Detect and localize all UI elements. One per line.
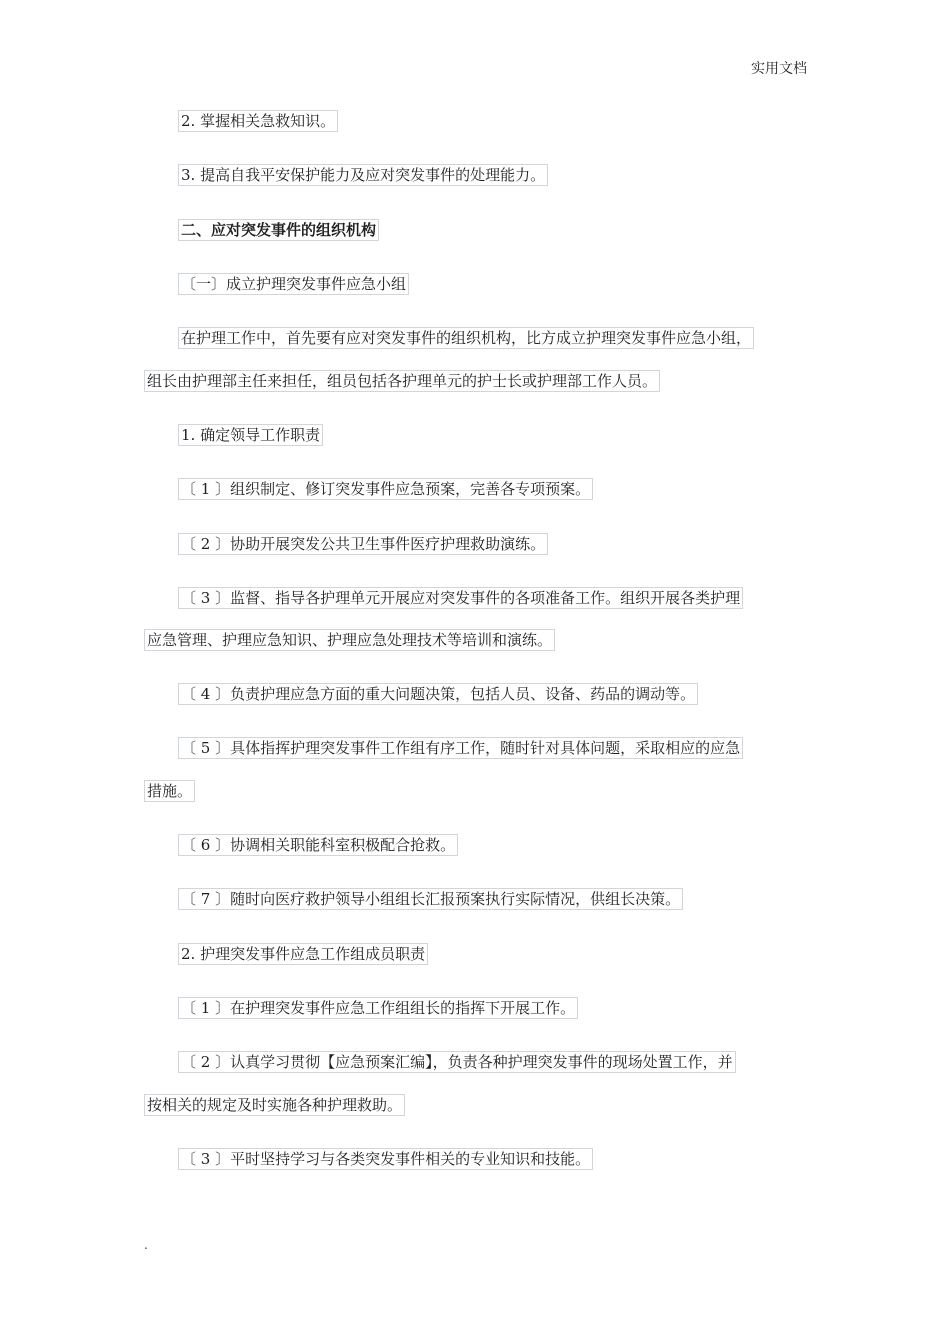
paragraph-line: 在护理工作中，首先要有应对突发事件的组织机构，比方成立护理突发事件应急小组， [178, 327, 754, 349]
list-item: 〔 6 〕协调相关职能科室积极配合抢救。 [178, 834, 458, 856]
paragraph-line: 3. 提高自我平安保护能力及应对突发事件的处理能力。 [178, 164, 548, 186]
list-item-continued: 应急管理、护理应急知识、护理应急处理技术等培训和演练。 [144, 629, 555, 651]
list-item-continued: 措施。 [144, 780, 195, 802]
list-item-continued: 按相关的规定及时实施各种护理救助。 [144, 1094, 405, 1116]
paragraph-line: 2. 掌握相关急救知识。 [178, 110, 338, 132]
subsection-heading: 〔一〕成立护理突发事件应急小组 [178, 273, 409, 295]
list-item: 〔 2 〕协助开展突发公共卫生事件医疗护理救助演练。 [178, 533, 548, 555]
list-item: 〔 3 〕监督、指导各护理单元开展应对突发事件的各项准备工作。组织开展各类护理 [178, 587, 743, 609]
list-item: 〔 4 〕负责护理应急方面的重大问题决策，包括人员、设备、药品的调动等。 [178, 683, 698, 705]
list-heading: 1. 确定领导工作职责 [178, 424, 323, 446]
section-heading: 二、应对突发事件的组织机构 [178, 219, 379, 241]
list-item: 〔 7 〕随时向医疗救护领导小组组长汇报预案执行实际情况，供组长决策。 [178, 888, 683, 910]
footer-mark: . [144, 1238, 148, 1252]
list-item: 〔 3 〕平时坚持学习与各类突发事件相关的专业知识和技能。 [178, 1148, 593, 1170]
list-item: 〔 1 〕组织制定、修订突发事件应急预案，完善各专项预案。 [178, 478, 593, 500]
list-item: 〔 1 〕在护理突发事件应急工作组组长的指挥下开展工作。 [178, 997, 578, 1019]
paragraph-line: 组长由护理部主任来担任，组员包括各护理单元的护士长或护理部工作人员。 [144, 370, 660, 392]
list-heading: 2. 护理突发事件应急工作组成员职责 [178, 943, 428, 965]
list-item: 〔 5 〕具体指挥护理突发事件工作组有序工作，随时针对具体问题，采取相应的应急 [178, 737, 743, 759]
list-item: 〔 2 〕认真学习贯彻【应急预案汇编】，负责各种护理突发事件的现场处置工作，并 [178, 1051, 736, 1073]
page-header: 实用文档 [751, 61, 807, 77]
